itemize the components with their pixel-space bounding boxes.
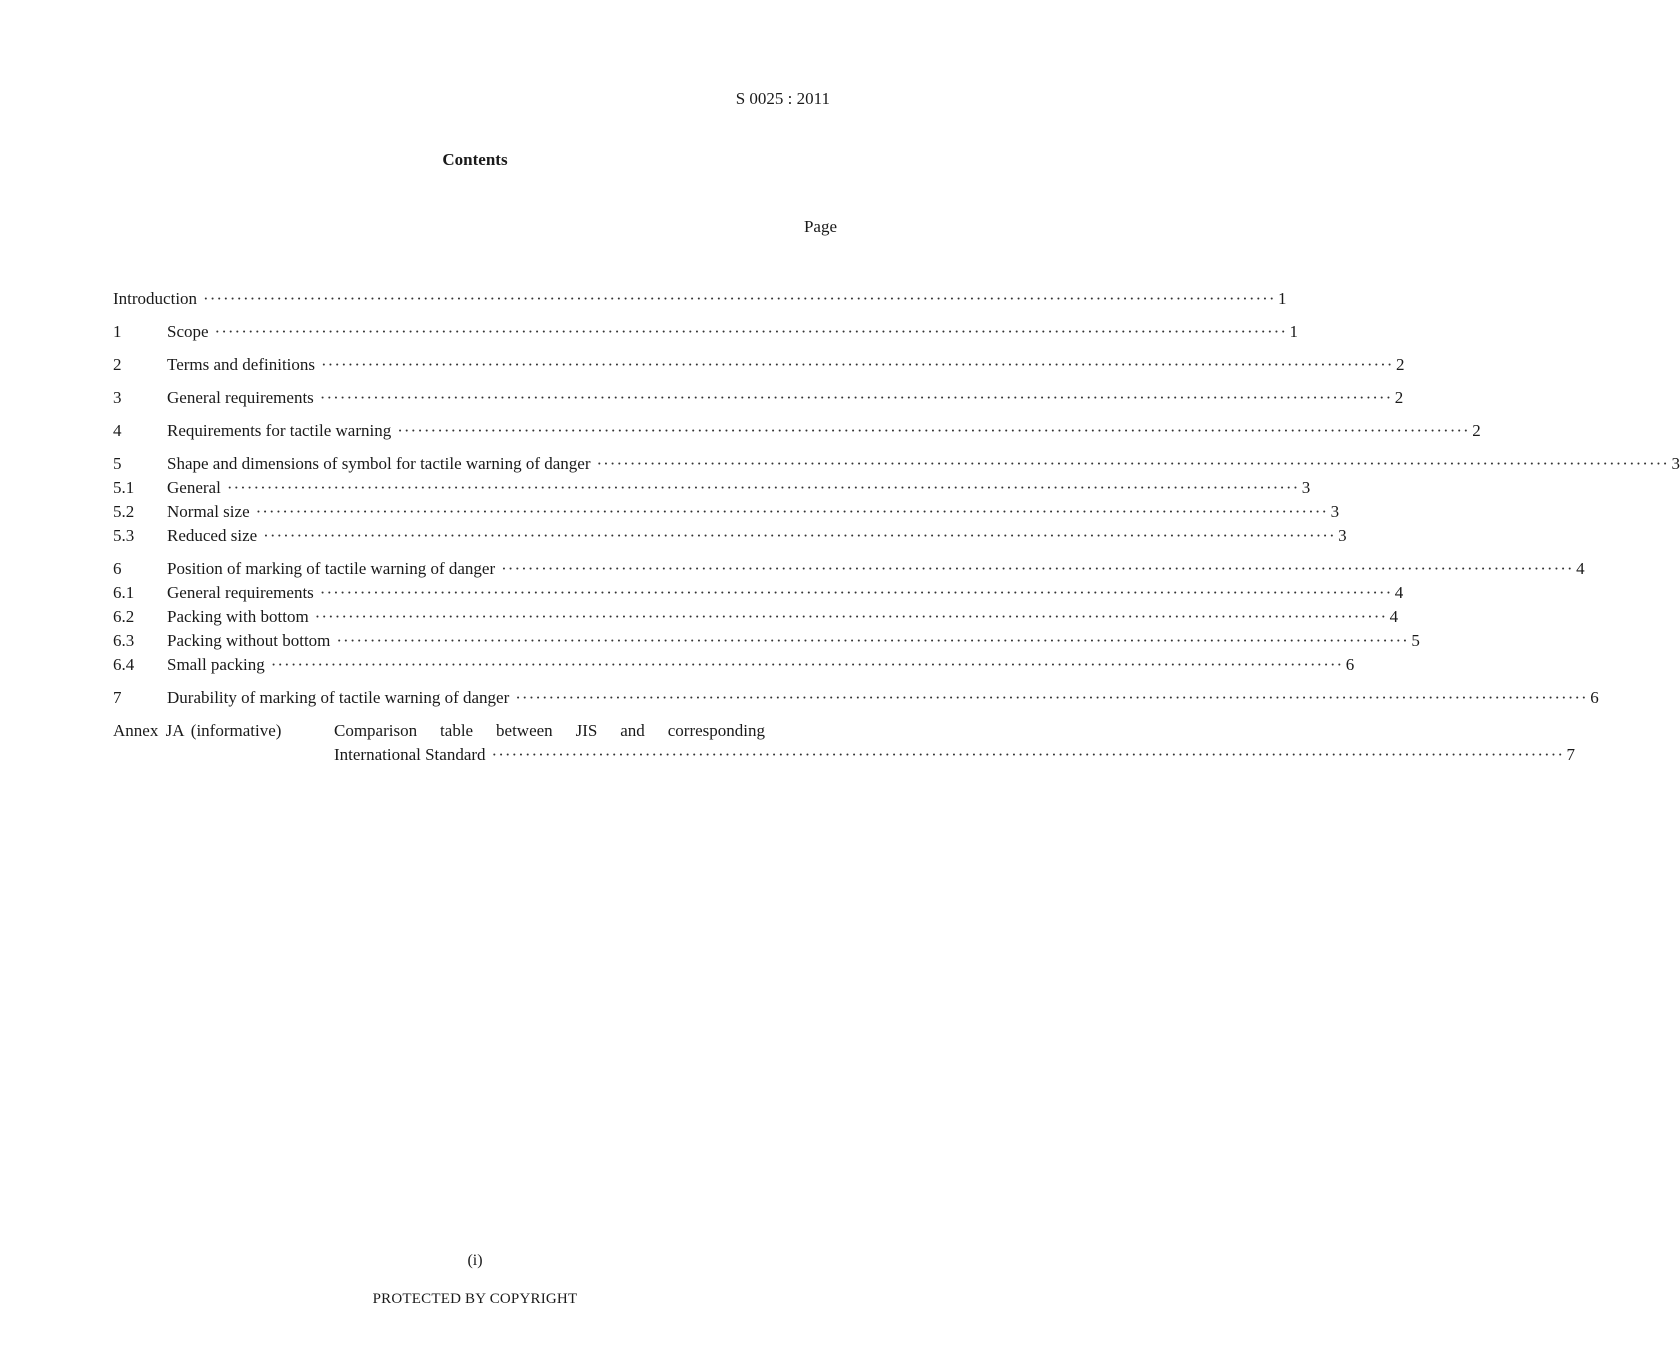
toc-number: 1 <box>113 322 122 341</box>
toc-leader <box>501 557 1573 581</box>
toc-page: 6 <box>1590 688 1599 707</box>
annex-title-line2-row <box>334 743 1575 767</box>
toc-entry-durability[interactable] <box>113 686 1599 710</box>
toc-number: 6.2 <box>113 607 135 626</box>
toc-title: Position of marking of tactile warning of danger <box>167 559 496 578</box>
toc-title: Durability of marking of tactile warning of danger <box>167 688 510 707</box>
toc-entry-5-1[interactable] <box>113 476 1311 500</box>
toc-entry-5-3[interactable] <box>113 524 1347 548</box>
copyright-notice: PROTECTED BY COPYRIGHT <box>372 1291 578 1307</box>
toc-page: 6 <box>1345 655 1355 674</box>
toc-page: 2 <box>1472 421 1481 440</box>
toc-number: 3 <box>113 388 122 407</box>
toc-leader <box>320 386 1392 410</box>
toc-title: Shape and dimensions of symbol for tactile warning of danger <box>167 454 591 473</box>
table-of-contents <box>113 287 1680 767</box>
toc-title: Normal size <box>167 502 250 521</box>
toc-page: 4 <box>1394 583 1404 602</box>
toc-entry-introduction[interactable] <box>113 287 1287 311</box>
toc-leader <box>492 743 1564 767</box>
toc-entry-6-2[interactable] <box>113 605 1399 629</box>
toc-title: Introduction <box>113 289 198 308</box>
toc-title: General <box>167 478 221 497</box>
toc-page: 1 <box>1289 322 1298 341</box>
toc-leader <box>256 500 1328 524</box>
toc-number: 5.3 <box>113 526 135 545</box>
toc-leader <box>397 419 1469 443</box>
toc-leader <box>215 320 1287 344</box>
toc-leader <box>515 686 1587 710</box>
toc-title: Packing with bottom <box>167 607 309 626</box>
toc-page: 4 <box>1389 607 1399 626</box>
toc-entry-position-marking[interactable] <box>113 557 1585 581</box>
toc-title: Packing without bottom <box>167 631 331 650</box>
toc-entry-5-2[interactable] <box>113 500 1340 524</box>
toc-number: 2 <box>113 355 122 374</box>
toc-entry-terms[interactable] <box>113 353 1405 377</box>
toc-number: 6.3 <box>113 631 135 650</box>
toc-entry-6-3[interactable] <box>113 629 1420 653</box>
toc-entry-6-4[interactable] <box>113 653 1355 677</box>
toc-title: Scope <box>167 322 209 341</box>
toc-number: 5 <box>113 454 122 473</box>
toc-leader <box>263 524 1335 548</box>
toc-leader <box>271 653 1343 677</box>
toc-page: 2 <box>1395 355 1405 374</box>
toc-number: 6.1 <box>113 583 135 602</box>
toc-page: 3 <box>1671 454 1680 473</box>
toc-number: 7 <box>113 688 122 707</box>
toc-number: 5.1 <box>113 478 135 497</box>
toc-leader <box>315 605 1387 629</box>
toc-page: 4 <box>1576 559 1585 578</box>
toc-entry-scope[interactable] <box>113 320 1298 344</box>
toc-leader <box>336 629 1408 653</box>
toc-number: 6 <box>113 559 122 578</box>
annex-label: Annex JA (informative) <box>113 721 282 740</box>
document-code: S 0025 : 2011 <box>735 89 830 108</box>
toc-leader <box>321 353 1393 377</box>
toc-title: Small packing <box>167 655 265 674</box>
toc-page: 7 <box>1566 745 1575 764</box>
toc-page: 5 <box>1411 631 1420 650</box>
annex-body <box>334 719 1575 767</box>
toc-title: General requirements <box>167 583 314 602</box>
toc-leader <box>203 287 1275 311</box>
footer-page-number: (i) <box>467 1252 483 1269</box>
page-column-label: Page <box>803 217 837 236</box>
toc-entry-tactile-warning[interactable] <box>113 419 1481 443</box>
toc-leader <box>320 581 1392 605</box>
toc-page: 2 <box>1394 388 1404 407</box>
toc-number: 6.4 <box>113 655 135 674</box>
annex-title-line1: Comparison table between JIS and corresponding <box>334 721 765 740</box>
toc-entry-general-requirements[interactable] <box>113 386 1404 410</box>
toc-number: 4 <box>113 421 122 440</box>
annex-title-line2: International Standard <box>334 745 486 764</box>
toc-page: 3 <box>1338 526 1347 545</box>
toc-title: Requirements for tactile warning <box>167 421 392 440</box>
toc-title: General requirements <box>167 388 314 407</box>
toc-page: 3 <box>1330 502 1340 521</box>
toc-number: 5.2 <box>113 502 135 521</box>
toc-leader <box>227 476 1299 500</box>
toc-title: Terms and definitions <box>167 355 316 374</box>
toc-title: Reduced size <box>167 526 258 545</box>
toc-entry-annex[interactable] <box>113 719 1575 767</box>
toc-page: 3 <box>1301 478 1311 497</box>
toc-entry-6-1[interactable] <box>113 581 1404 605</box>
toc-leader <box>596 452 1668 476</box>
toc-page: 1 <box>1278 289 1287 308</box>
page-title: Contents <box>442 150 508 169</box>
toc-entry-shape-dimensions[interactable] <box>113 452 1680 476</box>
